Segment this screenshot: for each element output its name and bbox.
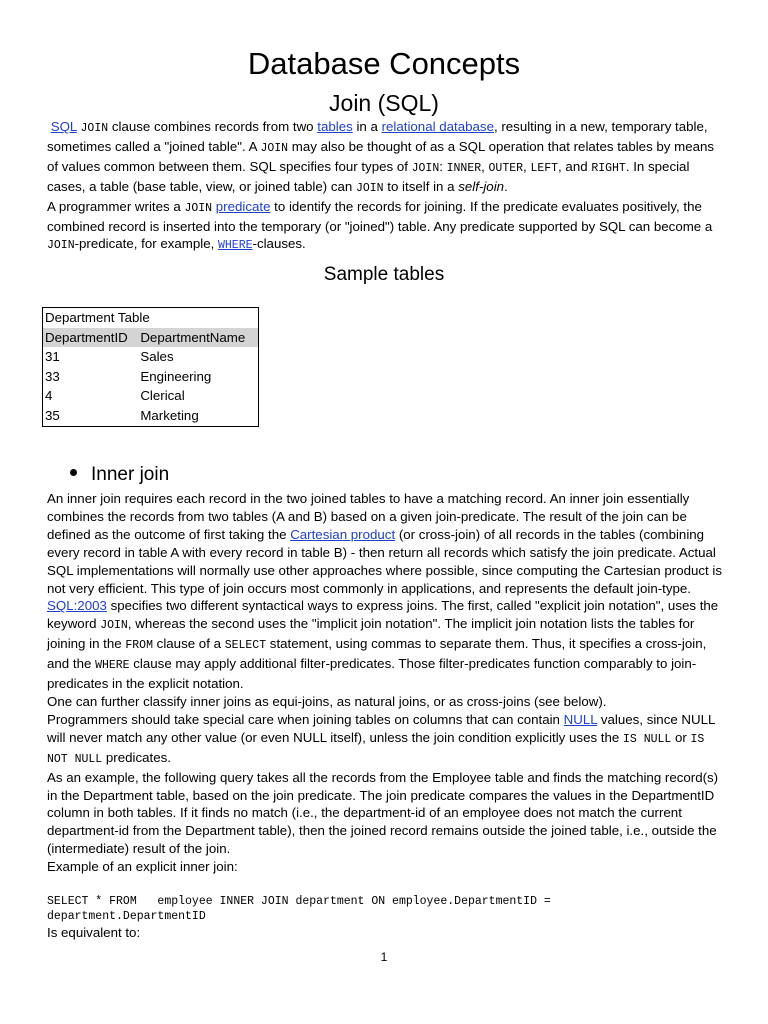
intro-paragraph-1 — [47, 118, 727, 198]
inner-join-paragraph-3: One can further classify inner joins as equi-joins, as natural joins, or as cross-joins (see below). — [47, 693, 607, 709]
department-table — [42, 307, 259, 427]
page-title: Database Concepts — [247, 46, 521, 81]
link-predicate[interactable]: predicate — [215, 198, 271, 214]
keyword-outer: OUTER — [488, 161, 524, 175]
link-null[interactable]: NULL — [563, 711, 598, 727]
keyword-is-not-null: IS NOT NULL — [47, 732, 705, 766]
inner-join-paragraph-1 — [47, 490, 727, 597]
cell-department-id: 35 — [45, 407, 60, 423]
keyword-join: JOIN — [47, 239, 75, 253]
table-row — [43, 386, 259, 406]
cell-department-id: 31 — [45, 349, 60, 365]
link-sql2003[interactable]: SQL:2003 — [47, 598, 107, 614]
keyword-right: RIGHT — [591, 161, 626, 175]
page-number: 1 — [380, 950, 388, 964]
text: predicates. — [102, 749, 171, 765]
self-join-term: self-join — [458, 178, 505, 194]
keyword-where: WHERE — [95, 659, 130, 673]
link-where[interactable]: WHERE — [218, 239, 253, 253]
keyword-join: JOIN — [184, 201, 213, 215]
text: values, since NULL will never match any other value (or even NULL itself), unless the join condition explicitly uses the — [47, 711, 715, 745]
text: , — [481, 158, 489, 174]
text: clause of a — [152, 636, 225, 652]
intro-paragraph-2 — [47, 198, 727, 256]
link-tables[interactable]: tables — [317, 119, 353, 134]
inner-join-paragraph-6: Example of an explicit inner join: — [47, 859, 238, 875]
intro-section — [47, 118, 727, 255]
inner-join-section — [47, 490, 727, 942]
keyword-join: JOIN — [260, 141, 289, 155]
inner-join-paragraph-5: As an example, the following query takes all the records from the Employee table and finds the matching record(s) in the Department table, based on the join predicate. The join predicate compares the values in the DepartmentID column in both tables. If it finds no match (i.e., the department-id of an employee does not match the current department-id from the Department table), then the joined record remains outside the joined table, i.e., outside the (intermediate) result of the join. — [47, 769, 719, 857]
inner-join-paragraph-2 — [47, 597, 727, 693]
bullet-icon — [70, 469, 77, 476]
text: A programmer writes a — [47, 198, 185, 214]
cell-department-name: Clerical — [140, 388, 185, 404]
heading-text: Inner join — [91, 464, 170, 485]
keyword-join: JOIN — [411, 161, 440, 175]
table-caption: Department Table — [45, 310, 150, 325]
table-row — [43, 347, 259, 367]
keyword-select: SELECT — [224, 639, 267, 653]
link-relational-database[interactable]: relational database — [381, 119, 494, 134]
cell-department-id: 33 — [45, 368, 60, 384]
inner-join-heading — [70, 462, 169, 488]
text: : — [439, 158, 447, 174]
text: may also be thought of as a SQL operation that relates tables by means of values common between them. SQL specifies four types of — [47, 138, 715, 174]
code-line-2: department.DepartmentID — [47, 910, 206, 924]
code-line-1: SELECT * FROM employee INNER JOIN department ON employee.DepartmentID = — [47, 895, 551, 909]
text: , and — [558, 158, 592, 174]
text: An inner join requires each record in the two joined tables to have a matching record. An inner join essentially combines the records from two tables (A and B) based on a given join-predicate. The result of the join can be defined as the outcome of first taking the — [47, 491, 690, 542]
text: -clauses. — [252, 236, 306, 252]
inner-join-paragraph-7: Is equivalent to: — [47, 925, 141, 941]
text: , whereas the second uses the "implicit join notation". The implicit join notation lists the tables for joining in the — [47, 616, 695, 652]
table-caption-row — [43, 308, 259, 328]
text: , resulting in a new, temporary table, sometimes called a "joined table". A — [47, 119, 708, 154]
text: , — [523, 158, 531, 174]
keyword-is-null: IS NULL — [623, 732, 672, 746]
text: statement, using commas to separate them. Thus, it specifies a cross-join, and the — [47, 636, 707, 672]
cell-department-name: Marketing — [140, 407, 199, 423]
keyword-inner: INNER — [446, 161, 482, 175]
sample-tables-heading: Sample tables — [323, 264, 445, 285]
keyword-from: FROM — [125, 639, 153, 653]
table-row — [43, 406, 259, 426]
text: to identify the records for joining. If the predicate evaluates positively, the combined record is inserted into the temporary (or "joined") table. Any predicate supported by SQL can become a — [47, 198, 713, 234]
table-header-row — [43, 328, 259, 348]
cell-department-name: Engineering — [140, 368, 212, 384]
text: . In special cases, a table (base table, view, or joined table) can — [47, 158, 690, 194]
text: clause may apply additional filter-predicates. Those filter-predicates function comparably to join-predicates in the explicit notation. — [47, 656, 697, 692]
text: . — [504, 178, 508, 194]
table-row — [43, 367, 259, 387]
column-header: DepartmentID — [43, 328, 139, 348]
text: (or cross-join) of all records in the tables (combining every record in table A with every record in table B) - then return all records which satisfy the join predicate. Actual SQL implementations will normally use other approaches where possible, since computing the Cartesian product is not very efficient. This type of join occurs most commonly in applications, and represents the default join-type. — [47, 526, 723, 596]
inner-join-paragraph-4 — [47, 711, 727, 769]
text: or — [671, 729, 691, 745]
link-cartesian-product[interactable]: Cartesian product — [290, 526, 396, 542]
cell-department-id: 4 — [45, 388, 53, 404]
text: specifies two different syntactical ways to express joins. The first, called "explicit join notation", uses the keyword — [47, 598, 719, 632]
text: Programmers should take special care when joining tables on columns that can contain — [47, 711, 564, 727]
keyword-join: JOIN — [355, 181, 384, 195]
keyword-join: JOIN — [80, 122, 109, 135]
cell-department-name: Sales — [140, 349, 174, 365]
text: in a — [352, 119, 382, 134]
keyword-left: LEFT — [530, 161, 559, 175]
keyword-join: JOIN — [100, 619, 128, 633]
column-header: DepartmentName — [138, 328, 258, 348]
spacer — [47, 876, 727, 894]
link-sql[interactable]: SQL — [50, 119, 77, 134]
page-subtitle: Join (SQL) — [329, 90, 439, 116]
text: -predicate, for example, — [74, 236, 218, 252]
text: to itself in a — [383, 178, 459, 194]
text: clause combines records from two — [108, 119, 318, 134]
